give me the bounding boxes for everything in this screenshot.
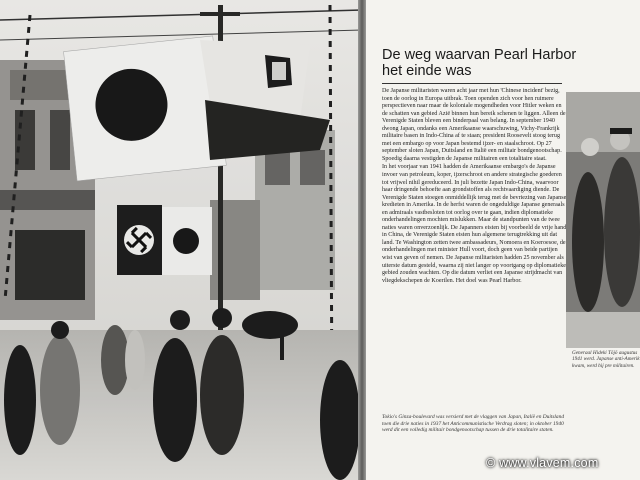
- article-body: [382, 88, 568, 285]
- officers-photo: [566, 92, 640, 348]
- right-page: [366, 0, 640, 480]
- chapter-heading: De weg waarvan Pearl Harbor het einde was: [382, 47, 577, 79]
- main-photo-caption: Tokio's Ginza-boulevard was versierd met de vlaggen van Japan, Italië en Duitsland toen die drie naties in 1937 het Anticommunistische Verdrag sloten; in oktober 1940 werd dit een volledig militair bondgenootschap tussen de drie totalitaire staten.: [382, 414, 565, 434]
- watermark: © www.vlavem.com: [486, 456, 599, 470]
- heading-rule: [382, 83, 562, 84]
- body-paragraph-1: De Japanse militaristen waren acht jaar met hun 'Chinese incident' bezig, toen de oorlog in Europa uitbrak. Toen openden zich voor hen ruimere perspectieven naar maar de koloniale mogendheden voor Hitler weken en de schatten van gebied Azië binnen hun bereik schenen te liggen. Alleen de Verenigde Staten bleven een binderpaal van belang. In september 1940 dwong Japan, ondanks een Amerikaanse waarschuwing, Vichy-Frankrijk militaire basen in Indo-China af te staan; president Roosevelt stoog terug met een embargo op voor Japan bestemd ijzer- en staalschroot. Op 27 september sloten Japan, Duitsland en Italië een militair bondgenootschap. Spoedig daarna vestigden de Japanse militairen een totalitaire staat.: [382, 88, 566, 162]
- side-photo-caption: Generaal Hideki Tōjō augustus 1941 werd. Japanse anti-Amerik kwam, werd hij pre militairen.: [572, 350, 640, 369]
- tojo-side-photo: [566, 92, 640, 348]
- body-paragraph-2: In het voorjaar van 1941 hadden de Amerikaanse embargo's de Japanse invoer van petroleum, koper, ijzerschroot en andere strategische goederen tot vrijwel nihil gereduceerd. In juli bezette Japan Indo-China, waarvoor haar dringende behoefte aan grondstoffen als rechtvaardiging diende. De Verenigde Staten stoegen onmiddellijk terug met de bevriezing van Japanse kredieten in Amerika. In de herfst waren de ongeduldige Japanse generaals en admiraals vastbesloten tot oorlog over te gaan, indien diplomatieke onderhandelingen mochten mislukken. Maar de standpunten van de twee naties waren onverzoenlijk. De Japanners eisten bij voorbeeld de vrije hand in China, de Verenigde Staten eisten hun algemene terugtrekking uit dat land. Te Washington zetten twee ambassadeurs, Nomoera en Koeroesoe, de onderhandelingen met minister Hull voort, doch geen van beide partijen wist van geven of nemen. De Japanse militaristen hadden 25 november als uiterste datum gesteld, waarna zij niet langer op voortgang op diplomatieke gebied zouden wachten. Op die datum verliet een Japanse strijdmacht van vliegdekschepen de Koerilen. Het doel was Pearl Harbor.: [382, 164, 567, 284]
